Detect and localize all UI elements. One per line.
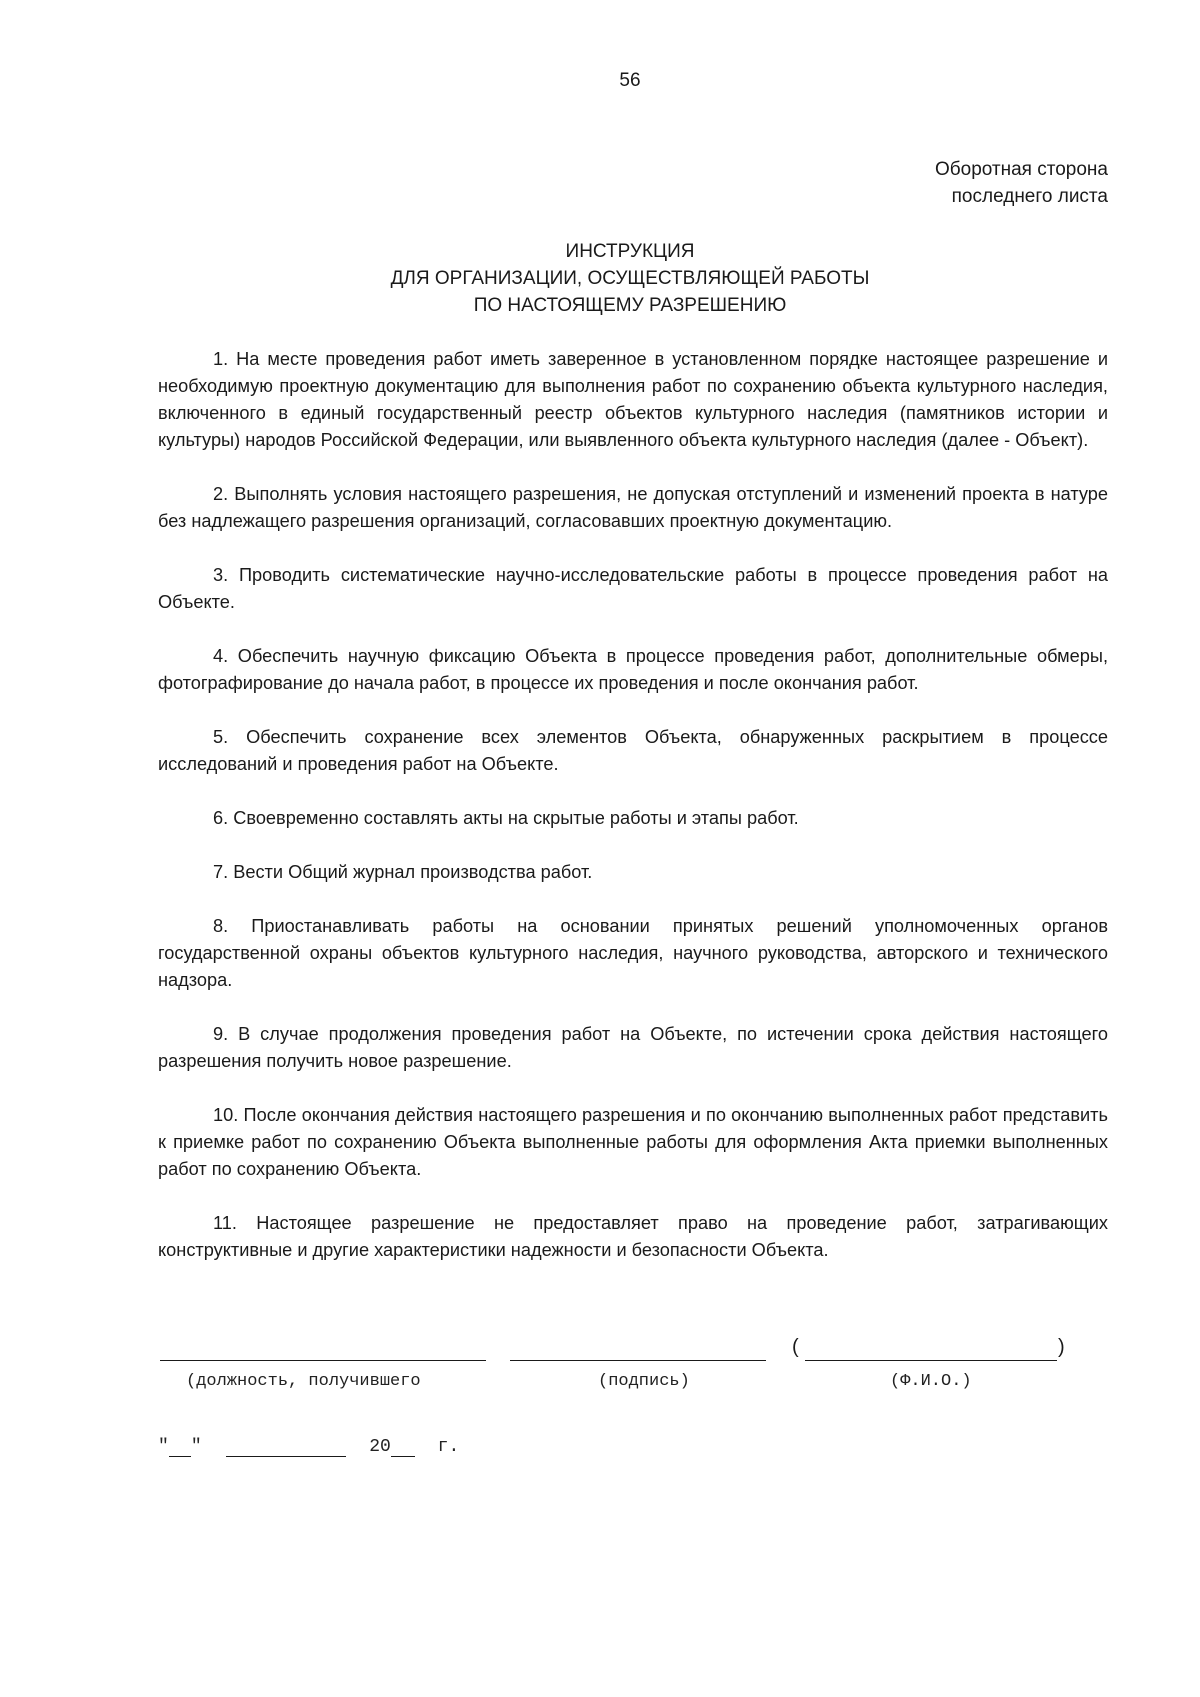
instruction-item-9: 9. В случае продолжения проведения работ на Объекте, по истечении срока действия настоящего разрешения получить новое разрешение. bbox=[158, 1024, 1108, 1071]
instruction-item-1: 1. На месте проведения работ иметь заверенное в установленном порядке настоящее разрешение и необходимую проектную документацию для выполнения работ по сохранению объекта культурного наследия, включенного в единый государственный реестр объектов культурного наследия (памятников истории и культуры) народов Российской Федерации, или выявленного объекта культурного наследия (далее - Объект). bbox=[158, 349, 1108, 450]
name-open-paren: ( bbox=[792, 1336, 799, 1358]
signature-line bbox=[510, 1360, 766, 1361]
instruction-item-5: 5. Обеспечить сохранение всех элементов Объекта, обнаруженных раскрытием в процессе исследований и проведения работ на Объекте. bbox=[158, 727, 1108, 774]
name-close-paren: ) bbox=[1058, 1336, 1065, 1358]
date-quote-open: " bbox=[158, 1437, 169, 1457]
date-quote-close: " bbox=[190, 1437, 202, 1457]
position-caption: (должность, получившего bbox=[186, 1372, 421, 1391]
corner-note-line-2: последнего листа bbox=[951, 186, 1108, 207]
corner-note bbox=[935, 156, 1108, 210]
instruction-item-10: 10. После окончания действия настоящего разрешения и по окончанию выполненных работ представить к приемке работ по сохранению Объекта выполненные работы для оформления Акта приемки выполненных работ по сохранению Объекта. bbox=[158, 1105, 1108, 1179]
document-title bbox=[0, 238, 1200, 319]
year-blank bbox=[391, 1438, 415, 1457]
day-blank bbox=[169, 1438, 191, 1457]
instruction-item-11: 11. Настоящее разрешение не предоставляет право на проведение работ, затрагивающих конструктивные и другие характеристики надежности и безопасности Объекта. bbox=[158, 1213, 1108, 1260]
corner-note-line-1: Оборотная сторона bbox=[934, 159, 1108, 180]
title-line-2: ДЛЯ ОРГАНИЗАЦИИ, ОСУЩЕСТВЛЯЮЩЕЙ РАБОТЫ bbox=[390, 268, 870, 289]
instruction-item-7: 7. Вести Общий журнал производства работ. bbox=[213, 862, 593, 882]
date-row bbox=[158, 1437, 459, 1457]
title-line-1: ИНСТРУКЦИЯ bbox=[565, 241, 695, 262]
name-line bbox=[805, 1360, 1057, 1361]
signature-block bbox=[0, 1338, 1200, 1398]
signature-caption: (подпись) bbox=[598, 1372, 690, 1391]
year-suffix: г. bbox=[437, 1437, 460, 1457]
instruction-item-4: 4. Обеспечить научную фиксацию Объекта в процессе проведения работ, дополнительные обмеры, фотографирование до начала работ, в процессе их проведения и после окончания работ. bbox=[158, 646, 1108, 693]
page-number: 56 bbox=[619, 70, 641, 91]
name-caption: (Ф.И.О.) bbox=[890, 1372, 972, 1391]
position-line bbox=[160, 1360, 486, 1361]
instruction-item-8: 8. Приостанавливать работы на основании принятых решений уполномоченных органов государственной охраны объектов культурного наследия, научного руководства, авторского и технического надзора. bbox=[158, 916, 1108, 990]
title-line-3: ПО НАСТОЯЩЕМУ РАЗРЕШЕНИЮ bbox=[473, 295, 787, 316]
instruction-item-3: 3. Проводить систематические научно-исследовательские работы в процессе проведения работ на Объекте. bbox=[158, 565, 1108, 612]
month-blank bbox=[226, 1438, 346, 1457]
instruction-item-6: 6. Своевременно составлять акты на скрытые работы и этапы работ. bbox=[213, 808, 799, 828]
instruction-list bbox=[158, 346, 1108, 1291]
instruction-item-2: 2. Выполнять условия настоящего разрешения, не допуская отступлений и изменений проекта в натуре без надлежащего разрешения организаций, согласовавших проектную документацию. bbox=[158, 484, 1108, 531]
year-prefix: 20 bbox=[369, 1437, 391, 1457]
